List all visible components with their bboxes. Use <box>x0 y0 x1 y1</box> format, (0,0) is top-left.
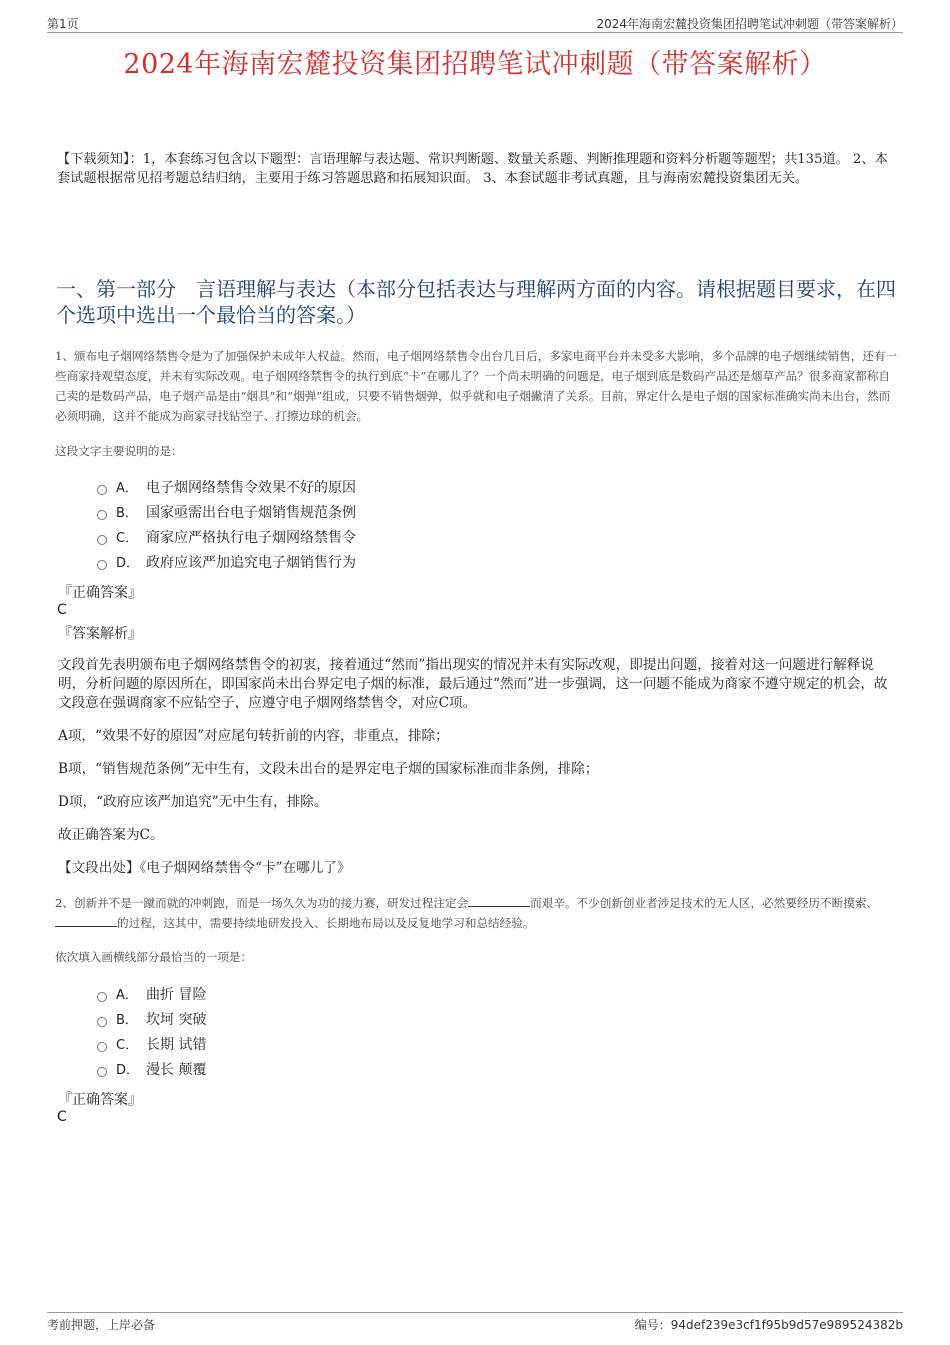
analysis-conclusion: 故正确答案为C。 <box>58 827 164 843</box>
option-d[interactable]: D． 漫长 颠覆 <box>97 1056 206 1081</box>
analysis-source: 【文段出处】《电子烟网络禁售令“卡”在哪儿了》 <box>58 860 351 876</box>
option-b[interactable]: B． 国家亟需出台电子烟销售规范条例 <box>97 499 356 524</box>
question-2-prompt: 依次填入画横线部分最恰当的一项是： <box>55 950 253 964</box>
page-number: 第1页 <box>47 17 79 31</box>
page-footer <box>47 1312 903 1335</box>
option-text: 商家应严格执行电子烟网络禁售令 <box>146 529 356 546</box>
fill-blank-1 <box>468 894 530 907</box>
radio-icon[interactable] <box>97 560 107 570</box>
correct-answer-label: 『正确答案』 <box>58 1092 142 1108</box>
page-header <box>47 12 903 33</box>
option-a[interactable]: A． 曲折 冒险 <box>97 981 206 1006</box>
radio-icon[interactable] <box>97 510 107 520</box>
radio-icon[interactable] <box>97 1017 107 1027</box>
footer-slogan: 考前押题，上岸必备 <box>47 1318 156 1332</box>
analysis-paragraph: 文段首先表明颁布电子烟网络禁售令的初衷，接着通过“然而”指出现实的情况并未有实际改观，即提出问题，接着对这一问题进行解释说明，分析问题的原因所在，即国家尚未出台界定电子烟的标准，最后通过“然而”进一步强调，这一问题不能成为商家不遵守规定的机会，故文段意在强调商家不应钻空子，应遵守电子烟网络禁售令，对应C项。 <box>58 657 888 711</box>
analysis-option-b: B项，“销售规范条例”无中生有，文段未出台的是界定电子烟的国家标准而非条例，排除； <box>58 761 599 777</box>
radio-icon[interactable] <box>97 485 107 495</box>
correct-answer: C <box>57 1109 67 1125</box>
question-2-options <box>97 981 206 1081</box>
analysis-label: 『答案解析』 <box>58 626 142 642</box>
analysis-option-a: A项，“效果不好的原因”对应尾句转折前的内容，非重点，排除； <box>58 728 449 744</box>
option-b[interactable]: B． 坎坷 突破 <box>97 1006 206 1031</box>
question-1-prompt: 这段文字主要说明的是： <box>55 444 183 458</box>
option-text: 政府应该严加追究电子烟销售行为 <box>146 554 356 571</box>
radio-icon[interactable] <box>97 1067 107 1077</box>
radio-icon[interactable] <box>97 1042 107 1052</box>
document-title: 2024年海南宏麓投资集团招聘笔试冲刺题（带答案解析） <box>123 49 827 80</box>
option-c[interactable]: C． 长期 试错 <box>97 1031 206 1056</box>
radio-icon[interactable] <box>97 992 107 1002</box>
correct-answer: C <box>57 602 67 618</box>
header-doc-title: 2024年海南宏麓投资集团招聘笔试冲刺题（带答案解析） <box>596 17 903 31</box>
option-c[interactable]: C． 商家应严格执行电子烟网络禁售令 <box>97 524 356 549</box>
question-1-text: 1、颁布电子烟网络禁售令是为了加强保护未成年人权益。然而，电子烟网络禁售令出台几日后，多家电商平台并未受多大影响，多个品牌的电子烟继续销售，还有一些商家持观望态度，并未有实际改观。电子烟网络禁售令的执行到底“卡”在哪儿了？一个尚未明确的问题是，电子烟到底是数码产品还是烟草产品？很多商家都称自己卖的是数码产品，电子烟产品是由“烟具”和“烟弹”组成，只要不销售烟弹，似乎就和电子烟撇清了关系。目前，界定什么是电子烟的国家标准确实尚未出台，然而必须明确，这并不能成为商家寻找钻空子、打擦边球的机会。 <box>55 349 898 423</box>
question-1-options <box>97 474 356 574</box>
download-notice: 【下载须知】：1，本套练习包含以下题型：言语理解与表达题、常识判断题、数量关系题、判断推理题和资料分析题等题型；共135道。 2、本套试题根据常见招考题总结归纳，主要用于练习答题思路和拓展知识面。 3、本套试题非考试真题，且与海南宏麓投资集团无关。 <box>57 152 888 186</box>
correct-answer-label: 『正确答案』 <box>58 585 142 601</box>
analysis-option-d: D项，“政府应该严加追究”无中生有，排除。 <box>58 794 328 810</box>
option-a[interactable]: A． 电子烟网络禁售令效果不好的原因 <box>97 474 356 499</box>
option-text: 电子烟网络禁售令效果不好的原因 <box>146 479 356 496</box>
option-text: 坎坷 突破 <box>146 1011 207 1028</box>
option-text: 长期 试错 <box>146 1036 207 1053</box>
fill-blank-2 <box>55 914 117 927</box>
section-title: 一、第一部分 言语理解与表达（本部分包括表达与理解两方面的内容。请根据题目要求，在四个选项中选出一个最恰当的答案。） <box>56 277 896 327</box>
radio-icon[interactable] <box>97 535 107 545</box>
option-text: 曲折 冒险 <box>146 986 207 1003</box>
footer-doc-id: 编号：94def239e3cf1f95b9d57e989524382b <box>634 1318 903 1332</box>
question-2-text: 2、创新并不是一蹴而就的冲刺跑，而是一场久久为功的接力赛，研发过程注定会 而艰辛。不少创新创业者涉足技术的无人区，必然要经历不断摸索、的过程，这其中，需要持续地研发投入、长期地布局以及反复地学习和总结经验。 <box>55 896 878 930</box>
option-text: 国家亟需出台电子烟销售规范条例 <box>146 504 356 521</box>
option-d[interactable]: D． 政府应该严加追究电子烟销售行为 <box>97 549 356 574</box>
option-text: 漫长 颠覆 <box>146 1061 207 1078</box>
